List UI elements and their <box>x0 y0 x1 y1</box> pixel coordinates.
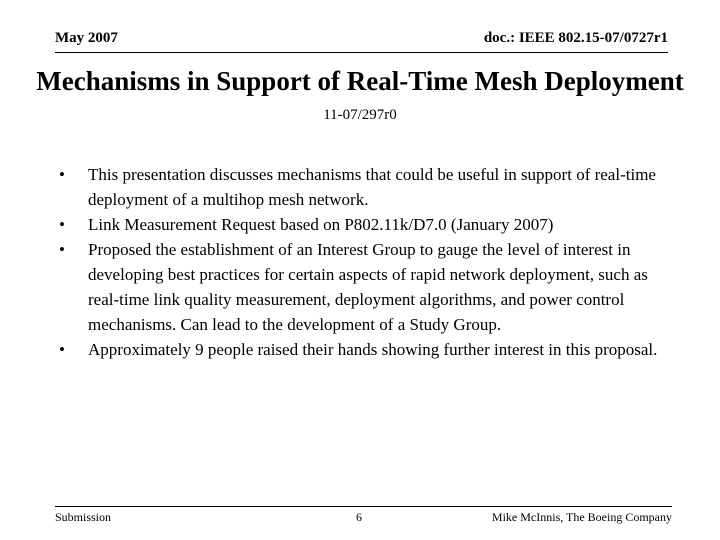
header-doc-id: doc.: IEEE 802.15-07/0727r1 <box>483 30 668 46</box>
slide-title: Mechanisms in Support of Real-Time Mesh Deployment <box>36 66 684 96</box>
bullet-marker: • <box>59 165 65 184</box>
slide-subtitle: 11-07/297r0 <box>323 107 397 123</box>
footer-page-number: 6 <box>356 510 362 524</box>
bullet-item <box>59 337 679 362</box>
bullet-item <box>59 212 679 237</box>
bullet-item <box>59 237 679 337</box>
footer-submission: Submission <box>55 510 112 524</box>
bullet-text: Approximately 9 people raised their hands showing further interest in this proposal. <box>88 340 658 359</box>
bullet-text: Proposed the establishment of an Interest Group to gauge the level of interest in developing best practices for certain aspects of rapid network deployment, such as real-time link quality measurement, deployment algorithms, and power control mechanisms. Can lead to the development of a Study Group. <box>88 240 648 334</box>
bullet-marker: • <box>59 215 65 234</box>
bullet-text: Link Measurement Request based on P802.11k/D7.0 (January 2007) <box>88 215 554 234</box>
bullet-marker: • <box>59 340 65 359</box>
bullet-item <box>59 162 679 212</box>
header-date: May 2007 <box>55 30 118 46</box>
footer-divider <box>55 506 672 507</box>
bullet-marker: • <box>59 240 65 259</box>
bullet-text: This presentation discusses mechanisms that could be useful in support of real-time deployment of a multihop mesh network. <box>88 165 656 209</box>
bullet-list <box>59 162 679 362</box>
slide-header <box>55 30 668 53</box>
footer-author: Mike McInnis, The Boeing Company <box>491 510 672 524</box>
